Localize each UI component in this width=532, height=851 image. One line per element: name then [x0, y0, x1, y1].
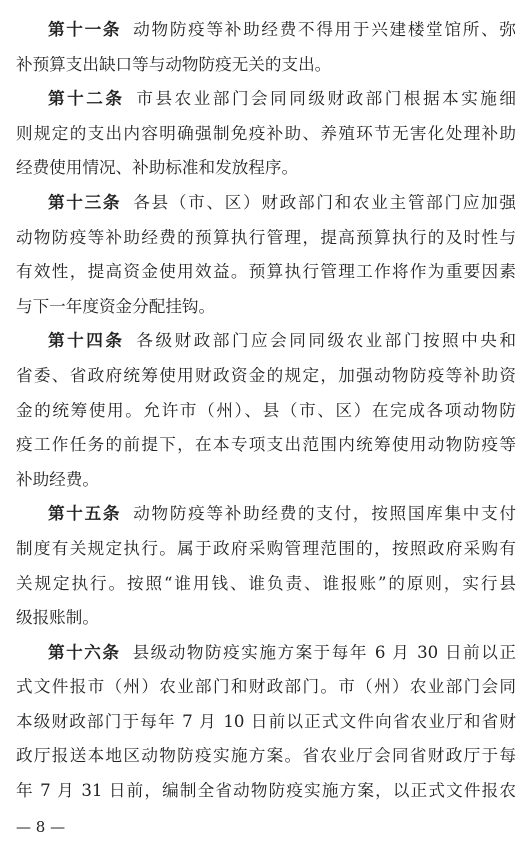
article-line: 年 7 月 31 日前，编制全省动物防疫实施方案，以正式文件报农 [16, 781, 516, 800]
article-line: 补助经费。 [16, 469, 99, 489]
article-line: 与下一年度资金分配挂钩。 [16, 296, 216, 316]
article-line: 第十二条 市县农业部门会同同级财政部门根据本实施细 [48, 89, 517, 109]
page-number: — 8 — [16, 818, 66, 836]
article-line: 疫工作任务的前提下，在本专项支出范围内统筹使用动物防疫等 [16, 435, 516, 455]
article-line: 有效性，提高资金使用效益。预算执行管理工作将作为重要因素 [16, 262, 516, 282]
article-line: 式文件报市（州）农业部门和财政部门。市（州）农业部门会同 [16, 677, 516, 697]
article-line: 政厅报送本地区动物防疫实施方案。省农业厅会同省财政厅于每 [16, 746, 516, 766]
article-heading: 第十一条 [48, 20, 122, 39]
article-line: 第十三条 各县（市、区）财政部门和农业主管部门应加强 [48, 193, 516, 212]
article-line: 本级财政部门于每年 7 月 10 日前以正式文件向省农业厅和省财 [16, 711, 516, 731]
article-heading: 第十五条 [48, 504, 122, 524]
article-line: 级报账制。 [16, 608, 99, 627]
article-line: 省委、省政府统筹使用财政资金的规定，加强动物防疫等补助资 [16, 365, 516, 385]
article-heading: 第十六条 [48, 642, 121, 662]
article-line: 制度有关规定执行。属于政府采购管理范围的，按照政府采购有 [16, 538, 516, 558]
article-heading: 第十二条 [48, 89, 125, 109]
article-line: 金的统筹使用。允许市（州）、县（市、区）在完成各项动物防 [16, 400, 516, 420]
article-heading: 第十三条 [48, 193, 122, 212]
article-line: 第十一条 动物防疫等补助经费不得用于兴建楼堂馆所、弥 [48, 20, 516, 39]
article-line: 第十四条 各级财政部门应会同同级农业部门按照中央和 [48, 331, 517, 351]
article-line: 补预算支出缺口等与动物防疫无关的支出。 [16, 54, 332, 74]
article-line: 第十五条 动物防疫等补助经费的支付，按照国库集中支付 [48, 504, 516, 524]
article-line: 第十六条 县级动物防疫实施方案于每年 6 月 30 日前以正 [48, 642, 516, 662]
article-line: 关规定执行。按照“谁用钱、谁负责、谁报账”的原则，实行县 [16, 573, 516, 593]
article-line: 则规定的支出内容明确强制免疫补助、养殖环节无害化处理补助 [16, 123, 516, 143]
article-heading: 第十四条 [48, 331, 125, 351]
article-line: 动物防疫等补助经费的预算执行管理，提高预算执行的及时性与 [16, 227, 516, 247]
article-line: 经费使用情况、补助标准和发放程序。 [16, 158, 299, 178]
